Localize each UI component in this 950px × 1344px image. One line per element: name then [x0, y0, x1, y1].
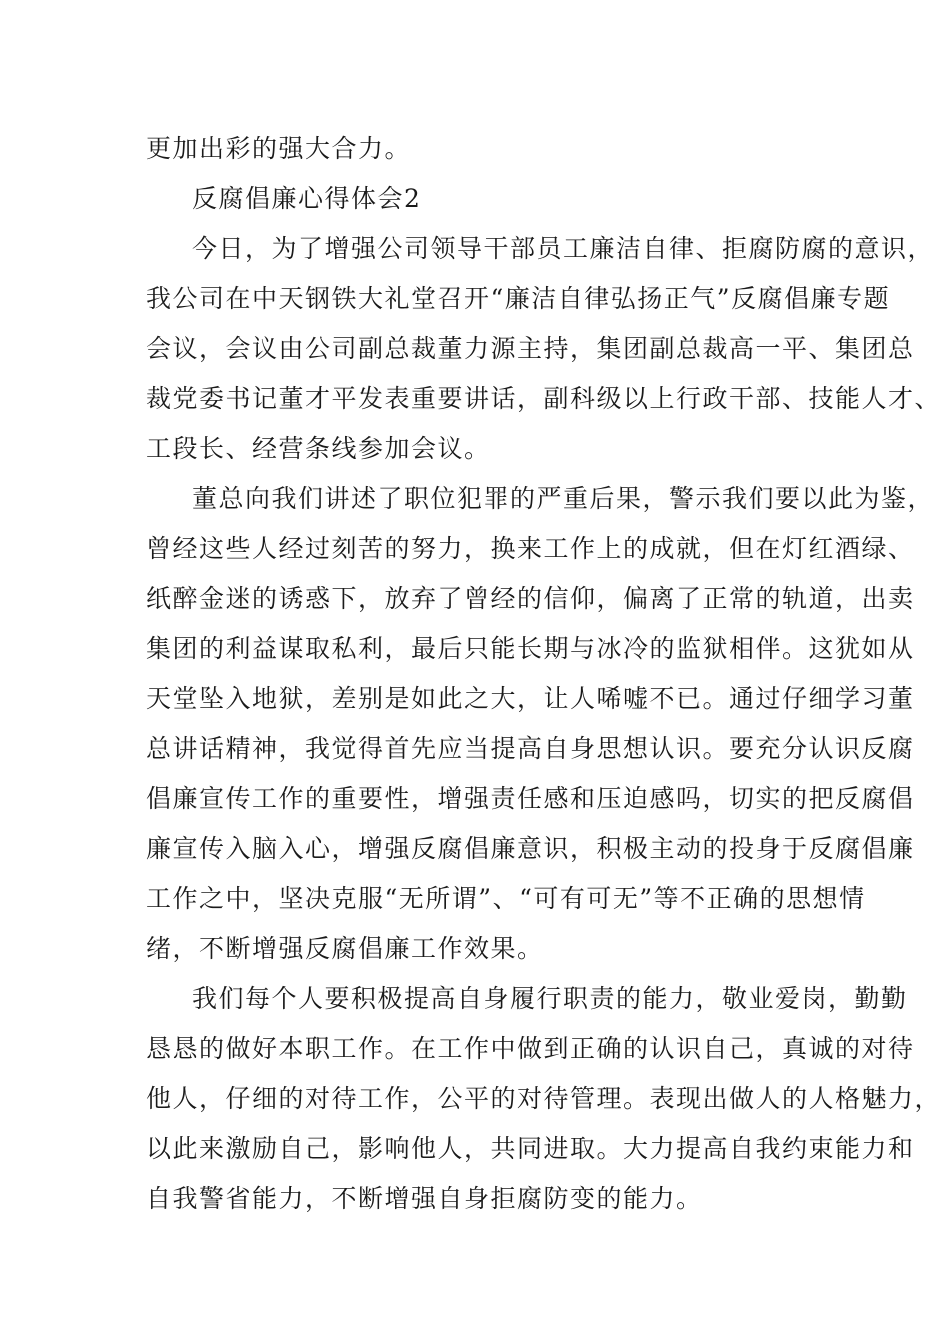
paragraph-line: 裁党委书记董才平发表重要讲话，副科级以上行政干部、技能人才、 [146, 384, 942, 413]
paragraph-line: 总讲话精神，我觉得首先应当提高自身思想认识。要充分认识反腐 [146, 734, 915, 763]
paragraph-line: 恳恳的做好本职工作。在工作中做到正确的认识自己，真诚的对待 [146, 1034, 915, 1063]
paragraph-line: 绪，不断增强反腐倡廉工作效果。 [146, 934, 544, 963]
paragraph-line: 工段长、经营条线参加会议。 [146, 434, 491, 463]
paragraph-line: 我们每个人要积极提高自身履行职责的能力，敬业爱岗，勤勤 [192, 984, 908, 1013]
paragraph-line: 廉宣传入脑入心，增强反腐倡廉意识，积极主动的投身于反腐倡廉 [146, 834, 915, 863]
paragraph-line: 会议，会议由公司副总裁董力源主持，集团副总裁高一平、集团总 [146, 334, 915, 363]
paragraph-line: 更加出彩的强大合力。 [146, 134, 412, 163]
paragraph-line: 董总向我们讲述了职位犯罪的严重后果，警示我们要以此为鉴， [192, 484, 935, 513]
paragraph-line: 今日，为了增强公司领导干部员工廉洁自律、拒腐防腐的意识， [192, 234, 935, 263]
section-heading: 反腐倡廉心得体会2 [192, 184, 422, 213]
paragraph-line: 工作之中，坚决克服“无所谓”、“可有可无”等不正确的思想情 [146, 884, 866, 913]
paragraph-line: 他人，仔细的对待工作，公平的对待管理。表现出做人的人格魅力， [146, 1084, 942, 1113]
paragraph-line: 自我警省能力，不断增强自身拒腐防变的能力。 [146, 1184, 703, 1213]
paragraph-line: 以此来激励自己，影响他人，共同进取。大力提高自我约束能力和 [146, 1134, 915, 1163]
paragraph-line: 集团的利益谋取私利，最后只能长期与冰冷的监狱相伴。这犹如从 [146, 634, 915, 663]
paragraph-line: 曾经这些人经过刻苦的努力，换来工作上的成就，但在灯红酒绿、 [146, 534, 915, 563]
paragraph-line: 我公司在中天钢铁大礼堂召开“廉洁自律弘扬正气”反腐倡廉专题 [146, 284, 891, 313]
paragraph-line: 纸醉金迷的诱惑下，放弃了曾经的信仰，偏离了正常的轨道，出卖 [146, 584, 915, 613]
document-body [146, 124, 942, 1224]
paragraph-line: 天堂坠入地狱，差别是如此之大，让人唏嘘不已。通过仔细学习董 [146, 684, 915, 713]
paragraph-line: 倡廉宣传工作的重要性，增强责任感和压迫感吗，切实的把反腐倡 [146, 784, 915, 813]
